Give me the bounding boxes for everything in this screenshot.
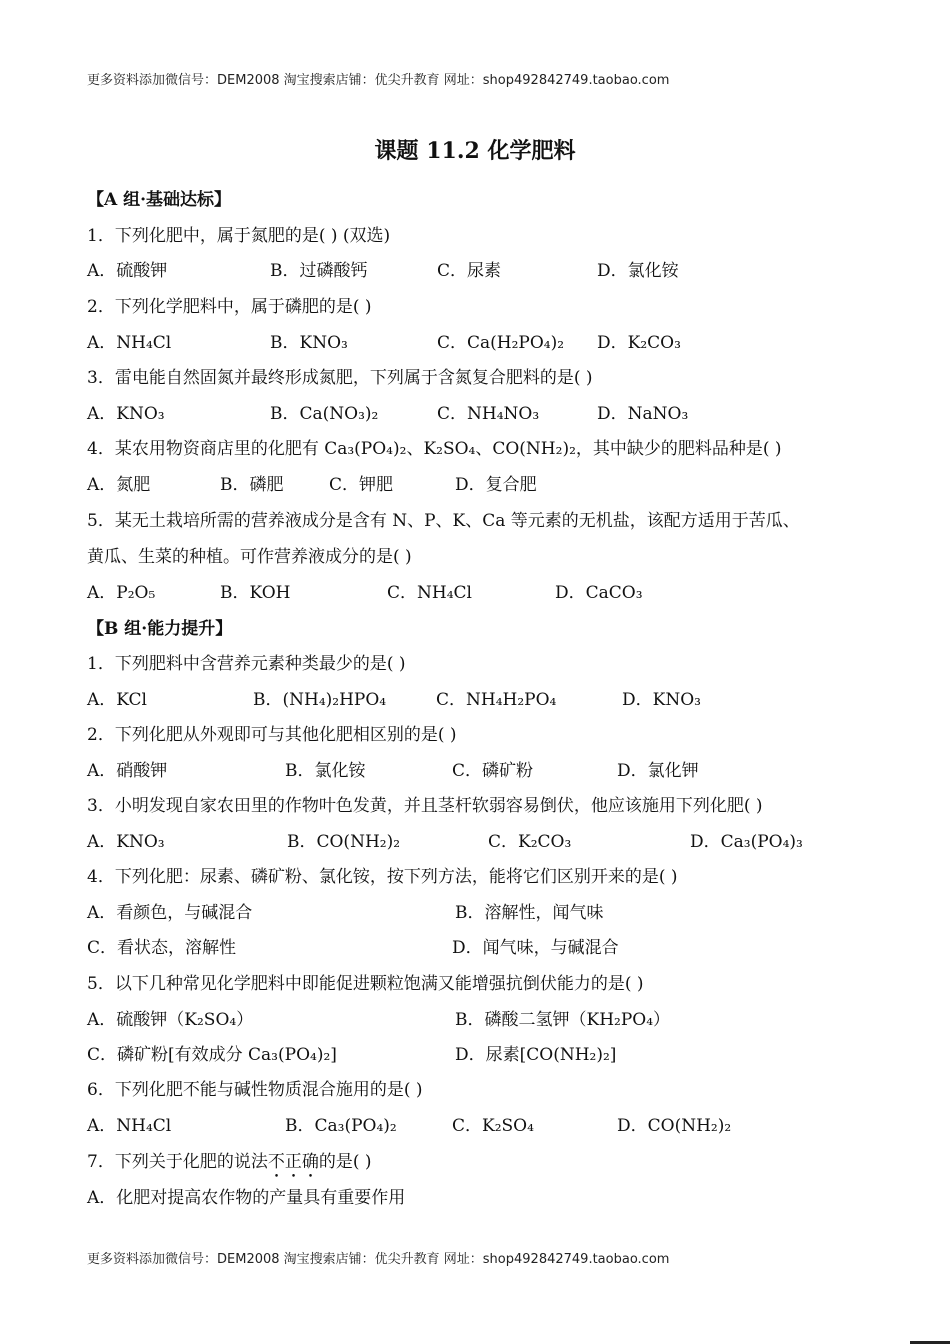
- question-a5-line1: 5．某无土栽培所需的营养液成分是含有 N、P、K、Ca 等元素的无机盐，该配方适用于苦瓜、: [87, 511, 800, 531]
- option: A．硝酸钾: [87, 761, 168, 781]
- question-b7: [87, 1150, 372, 1182]
- option: A．NH₄Cl: [87, 1116, 172, 1136]
- option: C．NH₄Cl: [387, 583, 472, 603]
- option: D．CaCO₃: [555, 583, 643, 603]
- option: A．KNO₃: [87, 404, 165, 424]
- question-b7-suffix: 的是( ): [318, 1152, 372, 1172]
- option: C．NH₄NO₃: [437, 404, 540, 424]
- page-footer: 更多资料添加微信号：DEM2008 淘宝搜索店铺：优尖升教育 网址：shop492842749.taobao.com: [87, 1252, 670, 1267]
- section-b-heading: 【B 组·能力提升】: [87, 619, 233, 639]
- question-a2: 2．下列化学肥料中，属于磷肥的是( ): [87, 297, 372, 317]
- option: D．氯化铵: [597, 261, 679, 281]
- option: A．硫酸钾（K₂SO₄）: [87, 1010, 254, 1030]
- question-b7-prefix: 7．下列关于化肥的说法: [87, 1152, 268, 1172]
- option: B．溶解性，闻气味: [455, 903, 604, 923]
- option: D．K₂CO₃: [597, 333, 681, 353]
- option: D．NaNO₃: [597, 404, 689, 424]
- emphasis-not-correct: 不正确: [267, 1152, 319, 1172]
- option: C．尿素: [437, 261, 502, 281]
- question-b1: 1．下列肥料中含营养元素种类最少的是( ): [87, 654, 406, 674]
- option: C．钾肥: [329, 475, 394, 495]
- option: D．闻气味，与碱混合: [452, 938, 619, 958]
- option: A．硫酸钾: [87, 261, 168, 281]
- option: B．磷酸二氢钾（KH₂PO₄）: [455, 1010, 671, 1030]
- option: D．CO(NH₂)₂: [617, 1116, 732, 1136]
- option: C．Ca(H₂PO₄)₂: [437, 333, 565, 353]
- option: D．氯化钾: [617, 761, 699, 781]
- option: C．看状态，溶解性: [87, 938, 237, 958]
- option: B．(NH₄)₂HPO₄: [253, 690, 387, 710]
- option: B．过磷酸钙: [270, 261, 368, 281]
- question-b2: 2．下列化肥从外观即可与其他化肥相区别的是( ): [87, 725, 457, 745]
- option: A．化肥对提高农作物的产量具有重要作用: [87, 1188, 406, 1208]
- option: B．KNO₃: [270, 333, 348, 353]
- question-b3: 3．小明发现自家农田里的作物叶色发黄，并且茎杆软弱容易倒伏，他应该施用下列化肥( ): [87, 796, 763, 816]
- page-header: 更多资料添加微信号：DEM2008 淘宝搜索店铺：优尖升教育 网址：shop492842749.taobao.com: [87, 73, 670, 88]
- question-a1: 1．下列化肥中，属于氮肥的是( ) (双选): [87, 226, 391, 246]
- option: D．尿素[CO(NH₂)₂]: [455, 1045, 617, 1065]
- option: D．复合肥: [455, 475, 537, 495]
- option: A．P₂O₅: [87, 583, 156, 603]
- section-a-heading: 【A 组·基础达标】: [87, 190, 232, 210]
- option: D．KNO₃: [622, 690, 701, 710]
- option: A．KNO₃: [87, 832, 165, 852]
- question-a5-line2: 黄瓜、生菜的种植。可作营养液成分的是( ): [87, 547, 412, 567]
- question-b6: 6．下列化肥不能与碱性物质混合施用的是( ): [87, 1080, 423, 1100]
- option: C．K₂SO₄: [452, 1116, 534, 1136]
- question-a3: 3．雷电能自然固氮并最终形成氮肥，下列属于含氮复合肥料的是( ): [87, 368, 593, 388]
- option: C．K₂CO₃: [488, 832, 572, 852]
- question-b5: 5．以下几种常见化学肥料中即能促进颗粒饱满又能增强抗倒伏能力的是( ): [87, 974, 644, 994]
- option: C．磷矿粉[有效成分 Ca₃(PO₄)₂]: [87, 1045, 337, 1065]
- option: A．氮肥: [87, 475, 151, 495]
- option: A．看颜色，与碱混合: [87, 903, 253, 923]
- option: B．氯化铵: [285, 761, 366, 781]
- option: B．CO(NH₂)₂: [287, 832, 401, 852]
- option: D．Ca₃(PO₄)₃: [690, 832, 803, 852]
- option: A．NH₄Cl: [87, 333, 172, 353]
- question-b4: 4．下列化肥：尿素、磷矿粉、氯化铵，按下列方法，能将它们区别开来的是( ): [87, 867, 678, 887]
- page-title: 课题 11.2 化学肥料: [374, 138, 576, 164]
- option: B．Ca₃(PO₄)₂: [285, 1116, 397, 1136]
- option: C．NH₄H₂PO₄: [436, 690, 557, 710]
- option: A．KCl: [87, 690, 147, 710]
- question-a4: 4．某农用物资商店里的化肥有 Ca₃(PO₄)₂、K₂SO₄、CO(NH₂)₂，其中缺少的肥料品种是( ): [87, 439, 782, 459]
- option: C．磷矿粉: [452, 761, 534, 781]
- option: B．Ca(NO₃)₂: [270, 404, 379, 424]
- option: B．KOH: [220, 583, 291, 603]
- option: B．磷肥: [220, 475, 284, 495]
